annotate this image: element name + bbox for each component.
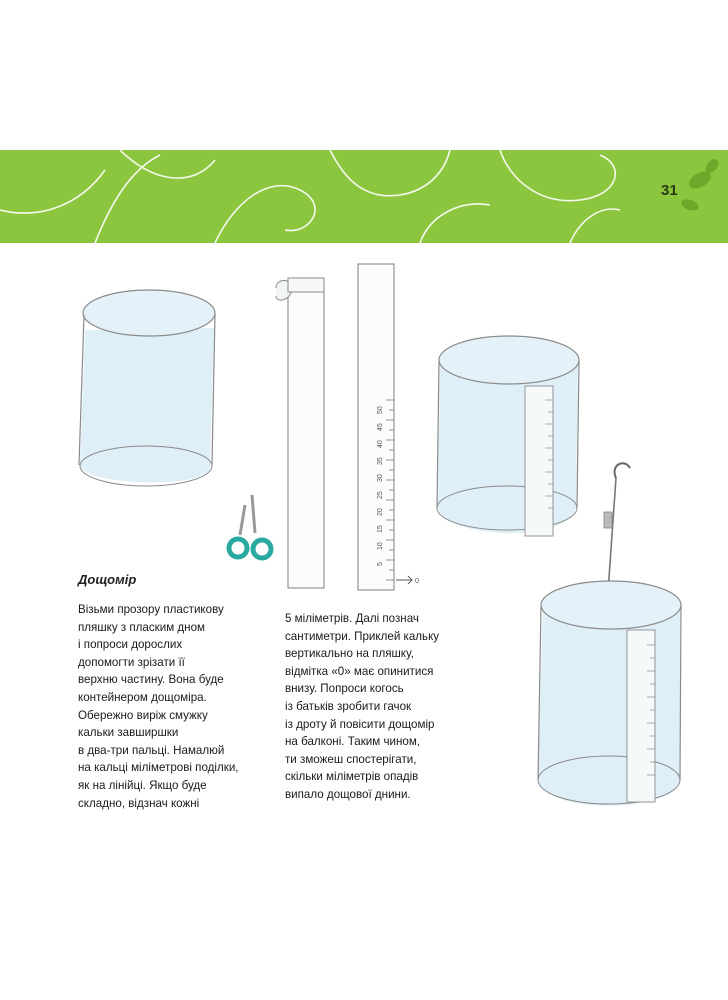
text-line: складно, відзнач кожні xyxy=(78,796,200,810)
ruler-mark: 15 xyxy=(377,525,384,533)
cut-bottle-illustration xyxy=(79,290,215,486)
text-line: на балконі. Таким чином, xyxy=(285,735,421,749)
text-line: із дроту й повісити дощомір xyxy=(285,717,435,731)
zero-arrow-icon xyxy=(396,576,412,584)
text-line: випало дощової днини. xyxy=(285,787,411,801)
text-line: ти зможеш спостерігати, xyxy=(285,752,417,766)
ruler-mark: 20 xyxy=(377,508,384,516)
text-line: вертикально на пляшку, xyxy=(285,647,414,661)
text-line: відмітка «0» має опинитися xyxy=(285,664,434,678)
text-line: контейнером дощоміра. xyxy=(78,690,207,704)
wire-hook-icon xyxy=(615,463,630,478)
tracing-paper-roll-illustration xyxy=(276,278,324,588)
scissors-illustration xyxy=(229,495,271,558)
ruler-mark: 5 xyxy=(377,562,384,566)
text-column-left xyxy=(78,601,239,812)
marked-ruler-strip-illustration xyxy=(358,264,419,590)
text-line: на кальці міліметрові поділки, xyxy=(78,761,239,775)
text-line: Візьми прозору пластикову xyxy=(78,603,224,616)
text-line: кальки завширшки xyxy=(78,726,179,740)
text-line: сантиметри. Приклей кальку xyxy=(285,629,440,643)
text-line: Обережно виріж смужку xyxy=(78,708,208,722)
text-line: внизу. Попроси когось xyxy=(285,682,404,696)
text-column-right xyxy=(285,610,439,804)
text-line: верхню частину. Вона буде xyxy=(78,673,224,687)
text-line: і попроси дорослих xyxy=(78,638,183,652)
ruler-mark: 35 xyxy=(377,457,384,465)
ruler-mark: 40 xyxy=(377,440,384,448)
ruler-mark: 50 xyxy=(377,406,384,414)
text-line: пляшку з пласким дном xyxy=(78,620,205,634)
text-line: як на лінійці. Якщо буде xyxy=(78,778,207,792)
text-line: 5 міліметрів. Далі познач xyxy=(285,612,419,625)
zero-mark-label: 0 xyxy=(415,578,419,585)
ruler-mark: 10 xyxy=(377,542,384,550)
text-line: скільки міліметрів опадів xyxy=(285,770,419,784)
text-line: допомогти зрізати її xyxy=(78,655,185,669)
article-title: Дощомір xyxy=(78,572,137,587)
ruler-mark: 45 xyxy=(377,423,384,431)
ruler-mark: 30 xyxy=(377,474,384,482)
bottle-with-strip-illustration xyxy=(437,336,579,536)
text-line: із батьків зробити гачок xyxy=(285,699,412,713)
text-line: в два-три пальці. Намалюй xyxy=(78,743,225,757)
ruler-mark: 25 xyxy=(377,491,384,499)
page-number: 31 xyxy=(661,182,678,199)
